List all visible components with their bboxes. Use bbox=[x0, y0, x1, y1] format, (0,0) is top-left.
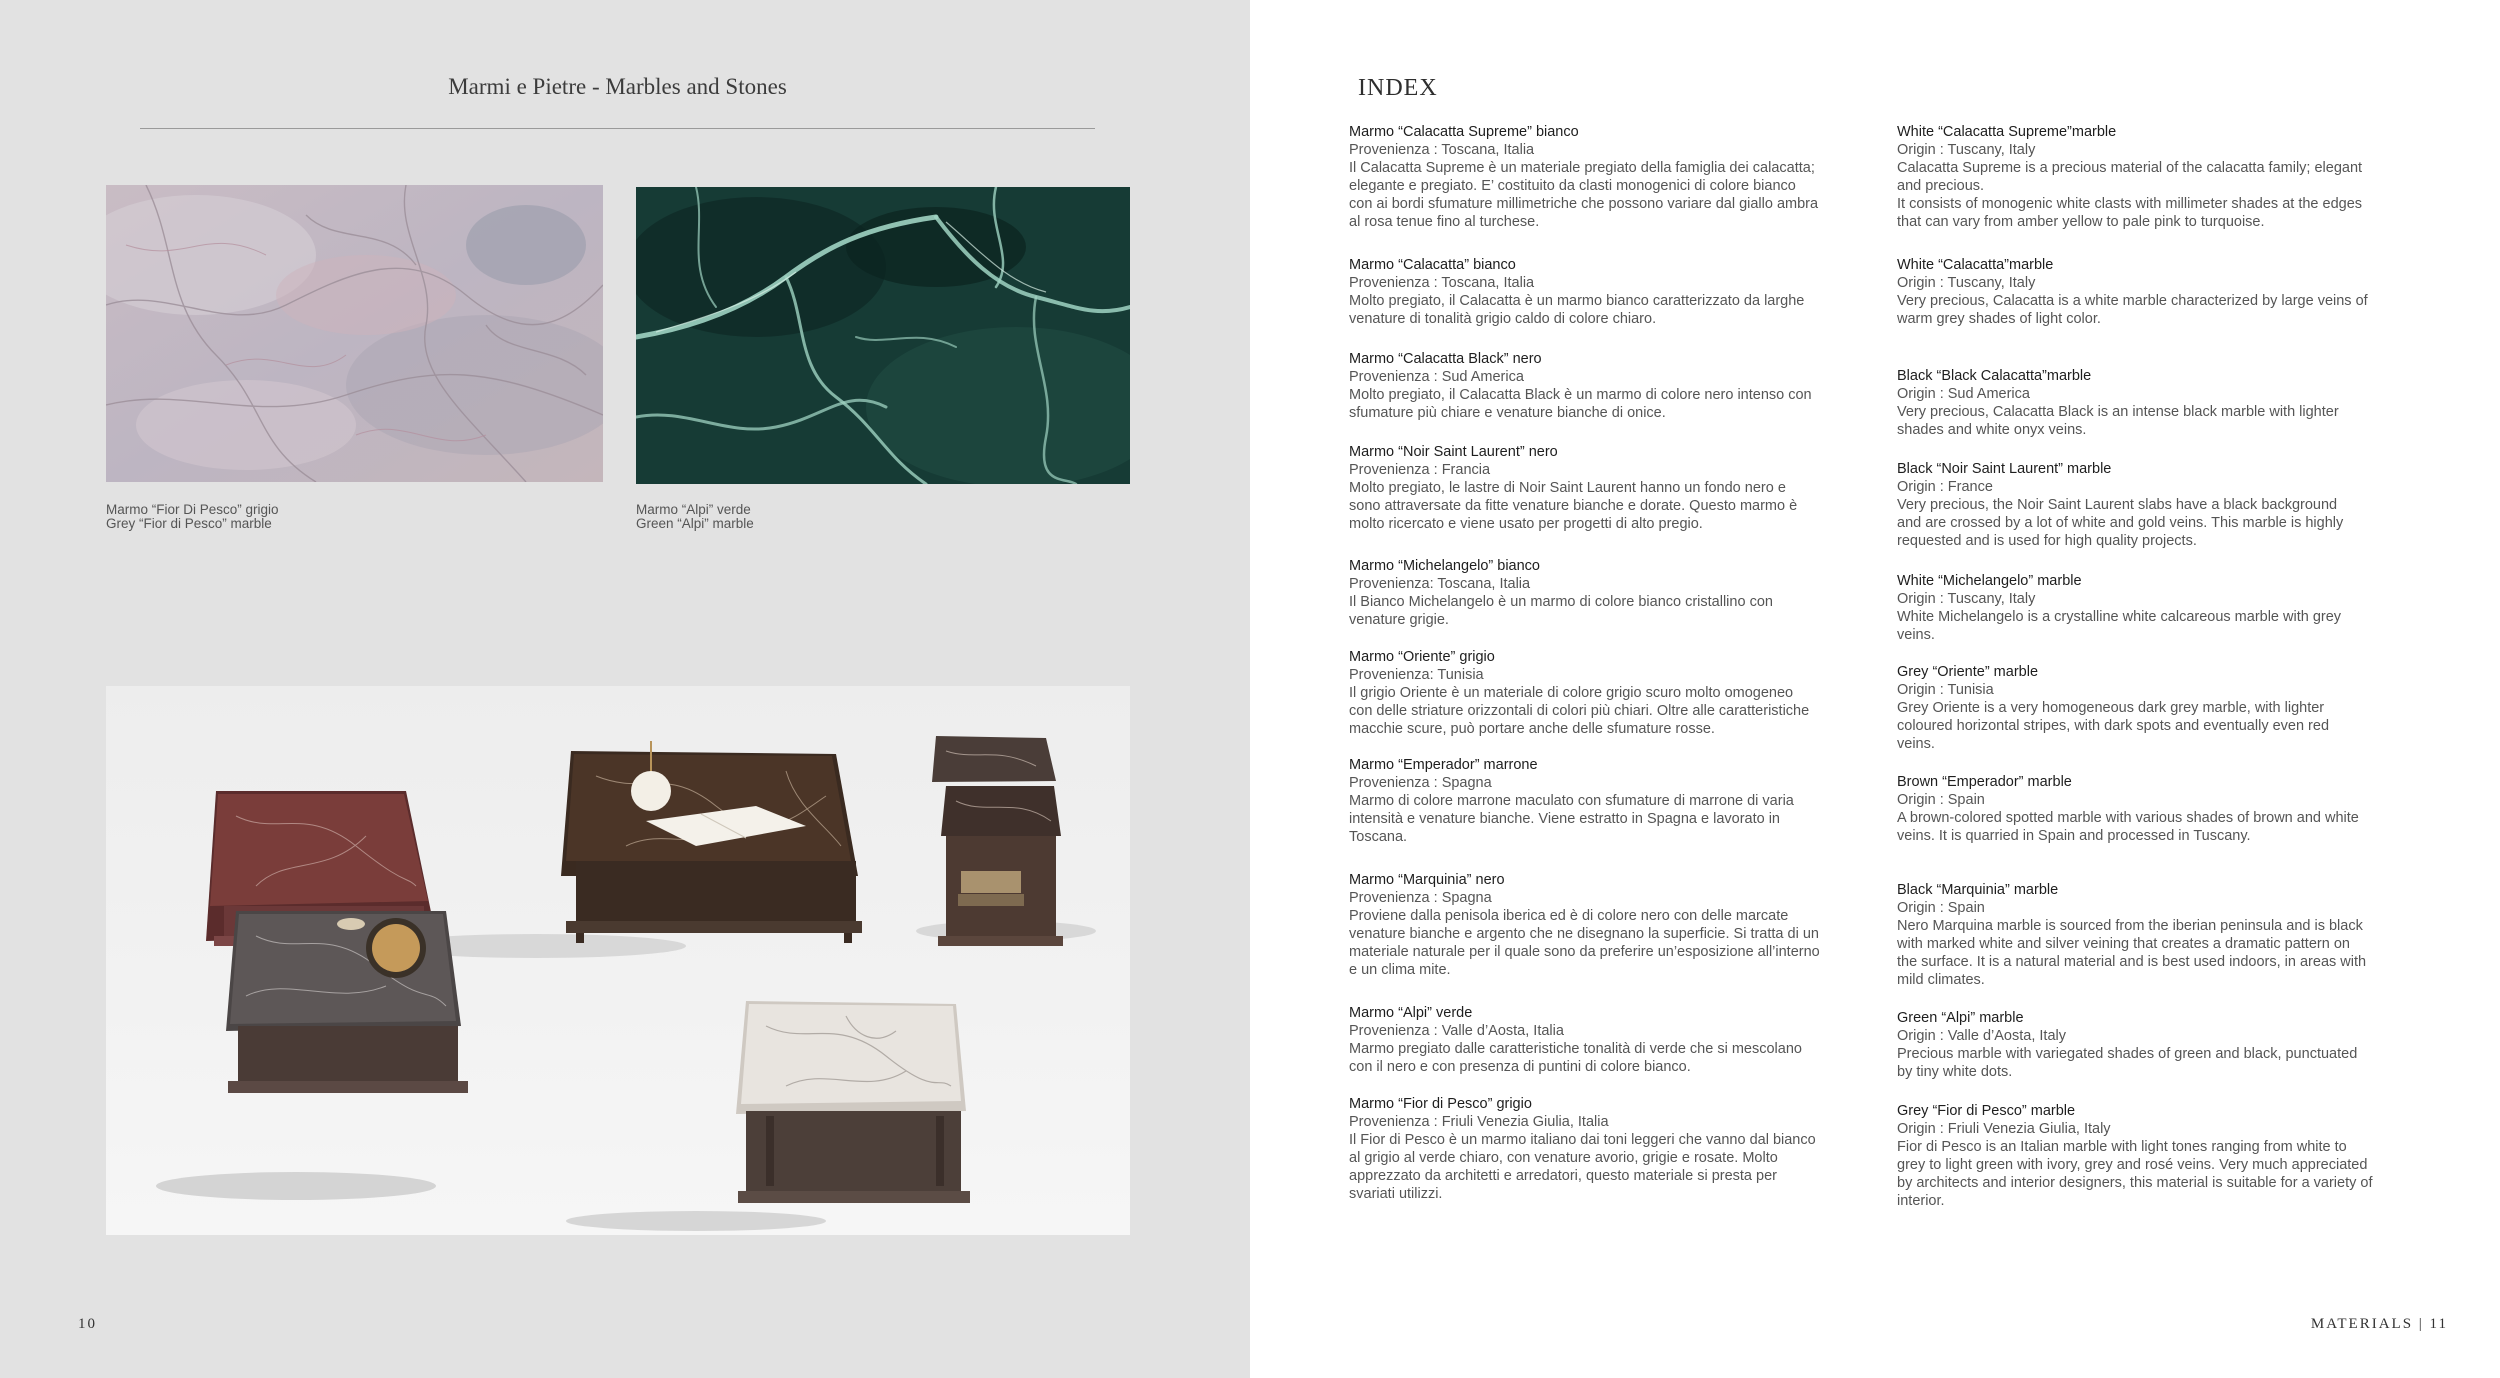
entry-name: Marmo “Noir Saint Laurent” nero bbox=[1349, 444, 1558, 460]
alpi-green-marble-image bbox=[636, 187, 1130, 484]
index-title: INDEX bbox=[1358, 75, 1438, 101]
page-number: 10 bbox=[78, 1316, 97, 1332]
entry-description: Very precious, Calacatta Black is an intense black marble with lighter shades and white onyx veins. bbox=[1897, 404, 2339, 438]
entry-name: Grey “Oriente” marble bbox=[1897, 664, 2039, 680]
entry-origin: Origin : Tuscany, Italy bbox=[1897, 591, 2036, 607]
page-title: Marmi e Pietre - Marbles and Stones bbox=[448, 74, 787, 99]
index-entry-en bbox=[1897, 572, 2432, 644]
entry-description: A brown-colored spotted marble with various shades of brown and white veins. It is quarried in Spain and processed in Tuscany. bbox=[1897, 810, 2359, 844]
entry-origin: Origin : Tuscany, Italy bbox=[1897, 142, 2036, 158]
entry-description: Marmo di colore marrone maculato con sfumature di marrone di varia intensità e venature bianche. Viene estratto in Spagna e lavorato in Toscana. bbox=[1349, 793, 1794, 845]
index-entry-it bbox=[1349, 648, 1884, 738]
index-entry-it bbox=[1349, 1004, 1884, 1076]
entry-name: Marmo “Emperador” marrone bbox=[1349, 757, 1538, 773]
index-entry-en bbox=[1897, 460, 2432, 550]
entry-name: White “Michelangelo” marble bbox=[1897, 573, 2082, 589]
entry-name: Grey “Fior di Pesco” marble bbox=[1897, 1103, 2076, 1119]
index-entry-it bbox=[1349, 557, 1884, 629]
entry-origin: Provenienza : Francia bbox=[1349, 462, 1491, 478]
caption-line-en: Green “Alpi” marble bbox=[636, 516, 754, 531]
entry-name: Black “Marquinia” marble bbox=[1897, 882, 2059, 898]
entry-description: Proviene dalla penisola iberica ed è di colore nero con delle marcate venature bianche e argento che ne disegnano la superficie. Si tratta di un materiale naturale per il quale sono da preferire un’esposizione all’interno e un clima mite. bbox=[1349, 908, 1820, 978]
fior-di-pesco-marble-image bbox=[106, 185, 603, 482]
entry-name: Marmo “Alpi” verde bbox=[1349, 1005, 1473, 1021]
caption-alpi bbox=[636, 503, 754, 531]
entry-description: Fior di Pesco is an Italian marble with light tones ranging from white to grey to light green with ivory, grey and rosé veins. Very much appreciated by architects and interior designers, this material is suitable for a variety of interior. bbox=[1897, 1139, 2373, 1209]
entry-origin: Origin : Spain bbox=[1897, 900, 1985, 916]
entry-name: White “Calacatta”marble bbox=[1897, 257, 2054, 273]
entry-origin: Origin : Tunisia bbox=[1897, 682, 1994, 698]
entry-origin: Origin : France bbox=[1897, 479, 1993, 495]
entry-description: Very precious, Calacatta is a white marble characterized by large veins of warm grey shades of light color. bbox=[1897, 293, 2368, 327]
caption-fior-di-pesco bbox=[106, 503, 279, 531]
index-entry-en bbox=[1897, 256, 2432, 328]
entry-origin: Provenienza : Sud America bbox=[1349, 369, 1524, 385]
index-entry-en bbox=[1897, 663, 2432, 753]
caption-line-it: Marmo “Fior Di Pesco” grigio bbox=[106, 502, 279, 517]
entry-name: Black “Black Calacatta”marble bbox=[1897, 368, 2092, 384]
right-page bbox=[1250, 0, 2500, 1378]
entry-description: Very precious, the Noir Saint Laurent slabs have a black background and are crossed by a lot of white and gold veins. This marble is highly requested and is used for high quality projects. bbox=[1897, 497, 2344, 549]
entry-name: Marmo “Michelangelo” bianco bbox=[1349, 558, 1540, 574]
index-entry-en bbox=[1897, 773, 2432, 845]
entry-origin: Provenienza : Spagna bbox=[1349, 775, 1492, 791]
entry-origin: Provenienza : Toscana, Italia bbox=[1349, 275, 1535, 291]
index-entry-en bbox=[1897, 881, 2432, 989]
entry-description: Molto pregiato, il Calacatta è un marmo bianco caratterizzato da larghe venature di tonalità grigio caldo di colore chiaro. bbox=[1349, 293, 1805, 327]
entry-origin: Origin : Spain bbox=[1897, 792, 1985, 808]
index-entry-en bbox=[1897, 367, 2432, 439]
entry-description: Molto pregiato, le lastre di Noir Saint Laurent hanno un fondo nero e sono attraversate da fitte venature bianche e dorate. Questo marmo è molto ricercato e viene usato per progetti di alto pregio. bbox=[1349, 480, 1798, 532]
index-entry-it bbox=[1349, 443, 1884, 533]
index-entry-it bbox=[1349, 756, 1884, 846]
entry-name: Marmo “Calacatta” bianco bbox=[1349, 257, 1516, 273]
entry-name: Marmo “Calacatta Black” nero bbox=[1349, 351, 1542, 367]
entry-origin: Provenienza : Friuli Venezia Giulia, Italia bbox=[1349, 1114, 1609, 1130]
entry-description: Il grigio Oriente è un materiale di colore grigio scuro molto omogeneo con delle striature orizzontali di colori più chiari. Oltre alle caratteristiche macchie scure, può portare anche delle sfumature rosse. bbox=[1349, 685, 1810, 737]
entry-description: Il Bianco Michelangelo è un marmo di colore bianco cristallino con venature grigie. bbox=[1349, 594, 1773, 628]
entry-name: Marmo “Fior di Pesco” grigio bbox=[1349, 1096, 1532, 1112]
entry-name: Marmo “Calacatta Supreme” bianco bbox=[1349, 124, 1579, 140]
entry-description: Molto pregiato, il Calacatta Black è un marmo di colore nero intenso con sfumature più chiare e venature bianche di onice. bbox=[1349, 387, 1812, 421]
entry-origin: Provenienza : Valle d’Aosta, Italia bbox=[1349, 1023, 1564, 1039]
entry-name: Marmo “Marquinia” nero bbox=[1349, 872, 1505, 888]
index-entry-it bbox=[1349, 123, 1884, 231]
entry-description: Precious marble with variegated shades of green and black, punctuated by tiny white dots. bbox=[1897, 1046, 2358, 1080]
entry-description: Il Fior di Pesco è un marmo italiano dai toni leggeri che vanno dal bianco al grigio al verde chiaro, con venature avorio, grigie e rosate. Molto apprezzato da architetti e arredatori, questo materiale si presta per svariati utilizzi. bbox=[1349, 1132, 1816, 1202]
title-divider bbox=[140, 128, 1095, 129]
index-entry-en bbox=[1897, 123, 2432, 231]
entry-name: Brown “Emperador” marble bbox=[1897, 774, 2072, 790]
entry-name: Black “Noir Saint Laurent” marble bbox=[1897, 461, 2112, 477]
index-entry-en bbox=[1897, 1102, 2432, 1210]
entry-name: Marmo “Oriente” grigio bbox=[1349, 649, 1495, 665]
entry-origin: Provenienza : Spagna bbox=[1349, 890, 1492, 906]
index-entry-en bbox=[1897, 1009, 2432, 1081]
entry-origin: Origin : Valle d’Aosta, Italy bbox=[1897, 1028, 2066, 1044]
entry-description: Nero Marquina marble is sourced from the iberian peninsula and is black with marked white and silver veining that creates a dramatic pattern on the surface. It is a natural material and is best used indoors, in areas with mild climates. bbox=[1897, 918, 2367, 988]
entry-description: Il Calacatta Supreme è un materiale pregiato della famiglia dei calacatta; elegante e pregiato. E’ costituito da clasti monogenici di colore bianco con ai bordi sfumature millimetriche che possono variare dal giallo ambra al rosa tenue fino al turchese. bbox=[1349, 160, 1819, 230]
marble-coffee-tables-image bbox=[106, 686, 1130, 1235]
index-entry-it bbox=[1349, 1095, 1884, 1203]
entry-origin: Origin : Tuscany, Italy bbox=[1897, 275, 2036, 291]
entry-description: Calacatta Supreme is a precious material of the calacatta family; elegant and precious. It consists of monogenic white clasts with millimeter shades at the edges that can vary from amber yellow to pale pink to turquoise. bbox=[1897, 160, 2363, 230]
entry-description: Grey Oriente is a very homogeneous dark grey marble, with lighter coloured horizontal stripes, with dark spots and eventually even red veins. bbox=[1897, 700, 2330, 752]
entry-origin: Provenienza : Toscana, Italia bbox=[1349, 142, 1535, 158]
entry-origin: Origin : Sud America bbox=[1897, 386, 2030, 402]
index-entry-it bbox=[1349, 350, 1884, 422]
index-entry-it bbox=[1349, 256, 1884, 328]
entry-origin: Provenienza: Tunisia bbox=[1349, 667, 1484, 683]
index-entry-it bbox=[1349, 871, 1884, 979]
section-footer: MATERIALS | 11 bbox=[2310, 1316, 2448, 1332]
entry-name: Green “Alpi” marble bbox=[1897, 1010, 2024, 1026]
caption-line-it: Marmo “Alpi” verde bbox=[636, 502, 751, 517]
entry-origin: Origin : Friuli Venezia Giulia, Italy bbox=[1897, 1121, 2111, 1137]
entry-name: White “Calacatta Supreme”marble bbox=[1897, 124, 2117, 140]
entry-description: Marmo pregiato dalle caratteristiche tonalità di verde che si mescolano con il nero e con presenza di puntini di colore bianco. bbox=[1349, 1041, 1802, 1075]
entry-origin: Provenienza: Toscana, Italia bbox=[1349, 576, 1531, 592]
entry-description: White Michelangelo is a crystalline white calcareous marble with grey veins. bbox=[1897, 609, 2342, 643]
caption-line-en: Grey “Fior di Pesco” marble bbox=[106, 516, 272, 531]
